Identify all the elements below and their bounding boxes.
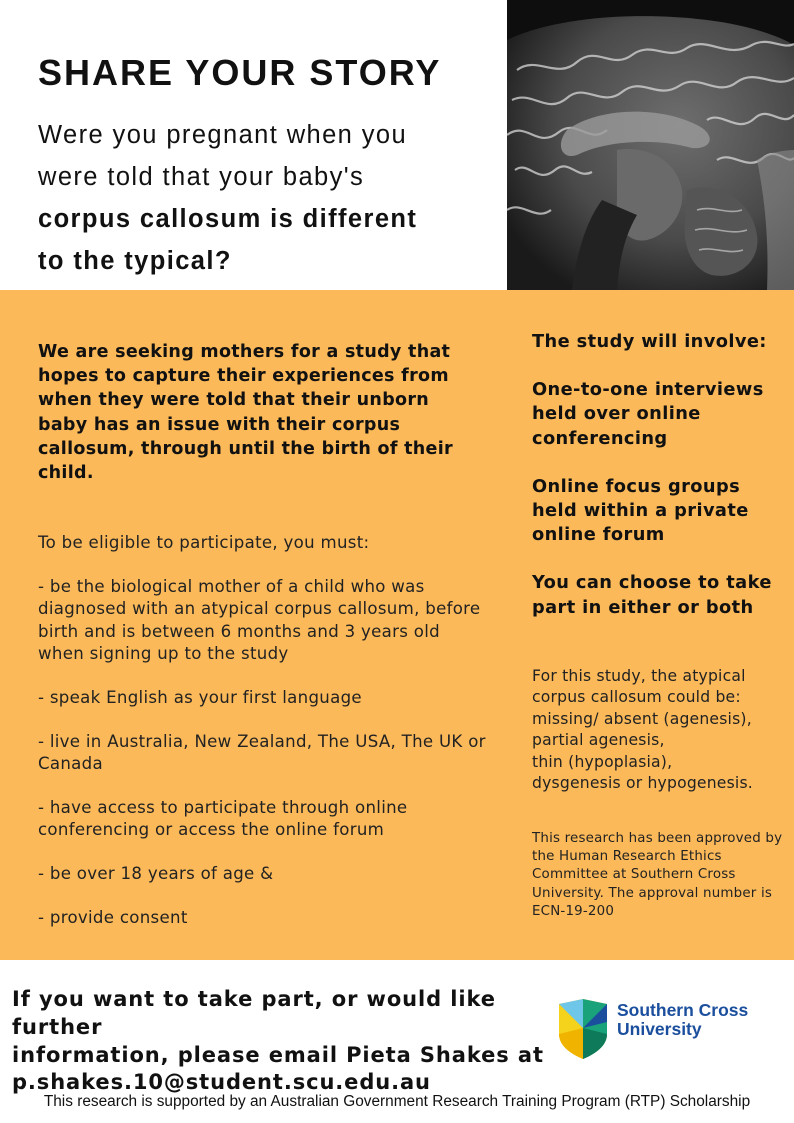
- contact-email-link[interactable]: p.shakes.10@student.scu.edu.au: [12, 1070, 431, 1095]
- brain-mri-icon: [507, 0, 794, 290]
- shield-icon: [557, 998, 609, 1060]
- atypical-line: missing/ absent (agenesis),: [532, 709, 752, 728]
- atypical-line: dysgenesis or hypogenesis.: [532, 774, 753, 793]
- logo-line-2: University: [617, 1019, 702, 1039]
- atypical-line: thin (hypoplasia),: [532, 752, 673, 771]
- eligibility-item: - have access to participate through online conferencing or access the online forum: [38, 797, 408, 840]
- brain-mri-image: [507, 0, 794, 290]
- logo-line-1: Southern Cross: [617, 1000, 749, 1020]
- contact-line-1: If you want to take part, or would like further: [12, 987, 496, 1039]
- study-involvement: [532, 330, 784, 620]
- ethics-approval: This research has been approved by the Human Research Ethics Committee at Southern Cross University. The approval number is ECN-19-200: [532, 831, 783, 919]
- lede-bold-line-1: corpus callosum is different: [38, 205, 418, 233]
- university-logo: [557, 998, 792, 1060]
- eligibility-heading: To be eligible to participate, you must:: [38, 533, 370, 552]
- eligibility-item: - live in Australia, New Zealand, The USA, The UK or Canada: [38, 731, 486, 774]
- page-title: SHARE YOUR STORY: [38, 52, 442, 93]
- involve-interviews: One-to-one interviews held over online conferencing: [532, 379, 764, 449]
- funding-footer: This research is supported by an Australian Government Research Training Program (RTP) Scholarship: [43, 1093, 751, 1110]
- involve-heading: The study will involve:: [532, 331, 767, 352]
- involve-choice: You can choose to take part in either or both: [532, 572, 772, 618]
- logo-wordmark: [617, 1001, 748, 1039]
- involve-focus-groups: Online focus groups held within a private online forum: [532, 475, 749, 546]
- atypical-definition: [532, 666, 787, 794]
- lede-bold-line-2: to the typical?: [38, 247, 232, 275]
- lede-question: [38, 114, 488, 282]
- lede-line-2: were told that your baby's: [38, 163, 365, 191]
- contact-info: [12, 986, 557, 1097]
- eligibility-section: [38, 532, 488, 929]
- eligibility-item: - provide consent: [38, 907, 188, 927]
- eligibility-item: - speak English as your first language: [38, 687, 362, 707]
- study-intro: We are seeking mothers for a study that hopes to capture their experiences from when they were told that their unborn baby has an issue with their corpus callosum, through until the birth of their child.: [38, 342, 453, 484]
- eligibility-item: - be the biological mother of a child who was diagnosed with an atypical corpus callosum, before birth and is between 6 months and 3 years old when signing up to the study: [38, 576, 481, 664]
- atypical-line: For this study, the atypical corpus callosum could be:: [532, 667, 746, 707]
- atypical-line: partial agenesis,: [532, 731, 665, 750]
- lede-line-1: Were you pregnant when you: [38, 121, 408, 149]
- eligibility-item: - be over 18 years of age &: [38, 863, 274, 883]
- contact-line-2: information, please email Pieta Shakes at: [12, 1042, 544, 1067]
